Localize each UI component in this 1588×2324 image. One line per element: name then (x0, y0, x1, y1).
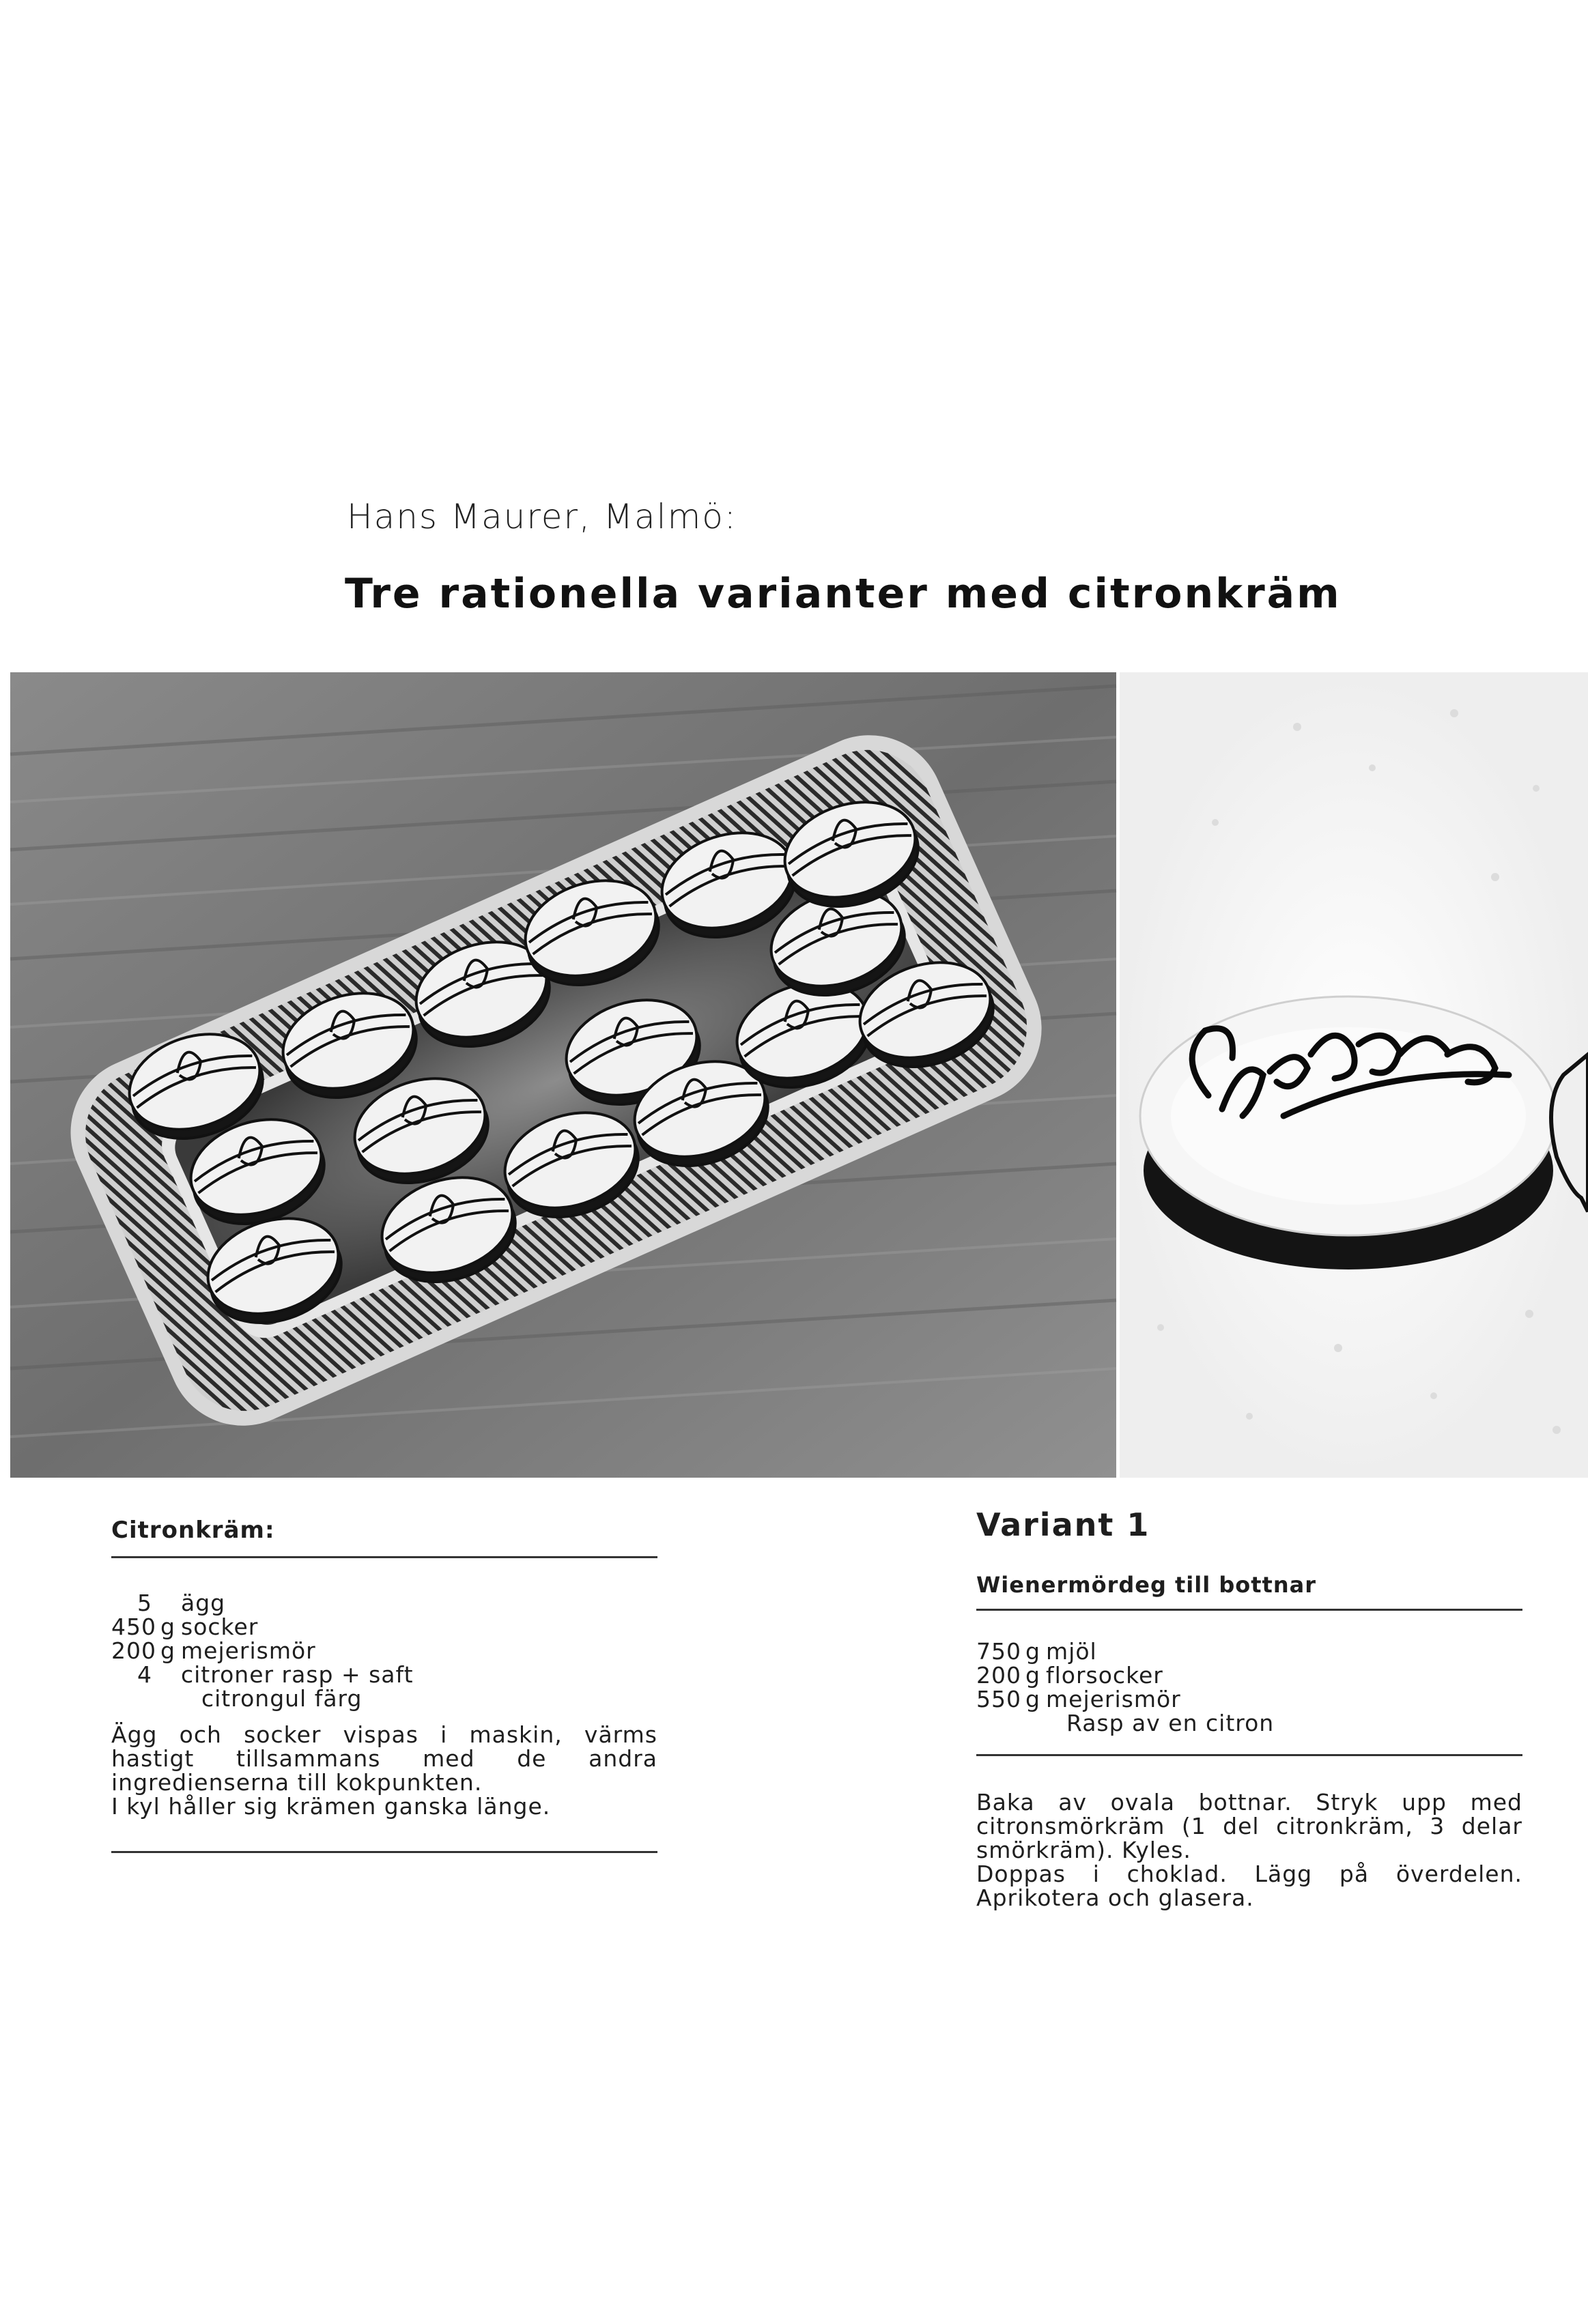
ingredient-name: citrongul färg (201, 1685, 363, 1712)
pastry-photo (0, 672, 1588, 1478)
ingredient-unit (160, 1687, 181, 1710)
citronkram-title: Citronkräm: (111, 1517, 275, 1544)
ingredient-name: mejerismör (1046, 1686, 1181, 1712)
ingredient-row (111, 1591, 657, 1615)
ingredient-row (111, 1687, 657, 1710)
instruction-text: I kyl håller sig krämen ganska länge. (111, 1793, 551, 1820)
divider (111, 1851, 657, 1853)
tray-photo (10, 672, 1116, 1478)
ingredient-name: socker (181, 1613, 259, 1640)
variant1-title: Variant 1 (976, 1506, 1150, 1543)
ingredient-row (976, 1663, 1522, 1687)
ingredient-row (976, 1711, 1522, 1735)
ingredient-amount: 200 (111, 1637, 156, 1664)
ingredient-unit: g (1025, 1638, 1040, 1665)
ingredient-row (111, 1639, 657, 1663)
ingredient-amount: 4 (137, 1661, 152, 1688)
ingredient-amount: 5 (137, 1590, 152, 1616)
instruction-text: Baka av ovala bottnar. Stryk upp med citronsmörkräm (1 del citronkräm, 3 delar smörkräm). Kyles. (976, 1789, 1522, 1863)
ingredient-amount: 550 (976, 1686, 1021, 1712)
ingredient-unit (1025, 1711, 1046, 1735)
ingredient-amount: 200 (976, 1662, 1021, 1689)
variant1-ingredients (976, 1639, 1522, 1735)
byline: Hans Maurer, Malmö: (347, 497, 737, 536)
page-title: Tre rationella varianter med citronkräm (345, 570, 1342, 618)
ingredient-name: citroner rasp + saft (181, 1661, 414, 1688)
ingredient-row (976, 1687, 1522, 1711)
ingredient-name: ägg (181, 1590, 226, 1616)
instruction-text: Doppas i choklad. Lägg på överdelen. Aprikotera och glasera. (976, 1861, 1522, 1911)
ingredient-unit (160, 1663, 181, 1687)
variant1-subtitle: Wienermördeg till bottnar (976, 1572, 1316, 1598)
ingredient-unit: g (1025, 1686, 1040, 1712)
variant1-section (976, 1506, 1522, 1911)
ingredient-unit: g (1025, 1662, 1040, 1689)
ingredient-row (111, 1663, 657, 1687)
citronkram-ingredients (111, 1591, 657, 1710)
ingredient-amount (111, 1687, 160, 1710)
ingredient-name: mjöl (1046, 1638, 1097, 1665)
ingredient-amount: 750 (976, 1638, 1021, 1665)
ingredient-amount (976, 1711, 1025, 1735)
ingredient-unit: g (160, 1613, 175, 1640)
divider (976, 1754, 1522, 1756)
ingredient-unit (160, 1591, 181, 1615)
ingredient-amount: 450 (111, 1613, 156, 1640)
ingredient-name: Rasp av en citron (1066, 1710, 1275, 1736)
ingredient-unit: g (160, 1637, 175, 1664)
instruction-text: Ägg och socker vispas i maskin, värms hastigt tillsammans med de andra ingredienserna till kokpunkten. (111, 1721, 657, 1796)
ingredient-name: florsocker (1046, 1662, 1163, 1689)
ingredient-row (111, 1615, 657, 1639)
ingredient-row (976, 1639, 1522, 1663)
divider (111, 1556, 657, 1558)
citronkram-section (111, 1519, 657, 1853)
divider (976, 1609, 1522, 1611)
citron-pastry-closeup (1120, 672, 1588, 1478)
ingredient-name: mejerismör (181, 1637, 316, 1664)
